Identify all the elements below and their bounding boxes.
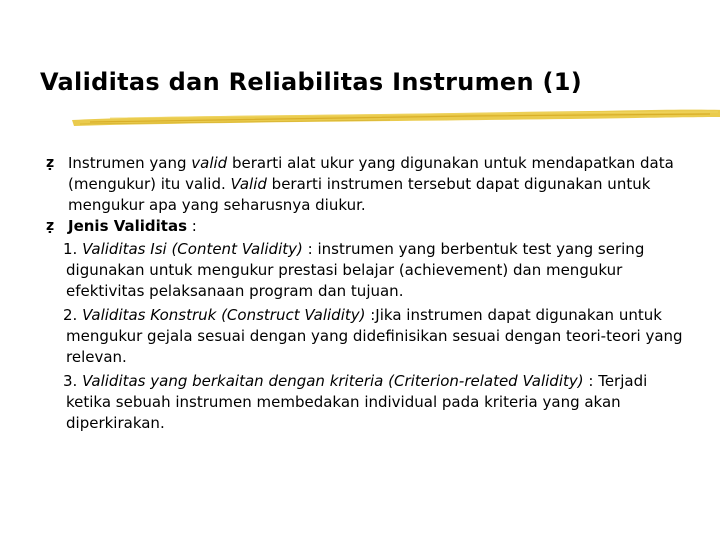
type-name: Validitas yang berkaitan dengan kriteria (Criterion-related Validity) bbox=[82, 372, 584, 390]
bullet-definition bbox=[46, 153, 686, 216]
type-number: 2. bbox=[63, 306, 83, 324]
type-name: Validitas Konstruk (Construct Validity) bbox=[82, 306, 366, 324]
z-bullet-icon: ẓ bbox=[46, 155, 55, 171]
bullet-text-part: berarti alat ukur yang digunakan untuk mendapatkan data (mengukur) itu valid. bbox=[68, 154, 674, 193]
type-number: 3. bbox=[63, 372, 83, 390]
validity-type-criterion bbox=[46, 371, 686, 434]
type-name: Validitas Isi (Content Validity) bbox=[82, 240, 303, 258]
type-description: : Terjadi ketika sebuah instrumen membedakan individual pada kriteria yang akan diperkirakan. bbox=[66, 372, 648, 432]
title-underline-brushstroke bbox=[70, 104, 720, 132]
type-description: : instrumen yang berbentuk test yang sering digunakan untuk mengukur prestasi belajar (achievement) dan mengukur efektivitas pelaksanaan program dan tujuan. bbox=[66, 240, 645, 300]
types-heading-colon: : bbox=[187, 217, 197, 235]
type-description: :Jika instrumen dapat digunakan untuk mengukur gejala sesuai dengan yang didefinisikan sesuai dengan teori-teori yang relevan. bbox=[66, 306, 683, 366]
bullet-text-part: berarti instrumen tersebut dapat digunakan untuk mengukur apa yang seharusnya diukur. bbox=[68, 175, 651, 214]
bullet-types-heading bbox=[46, 216, 686, 237]
validity-type-content bbox=[46, 239, 686, 302]
slide-content bbox=[46, 153, 686, 434]
type-number: 1. bbox=[63, 240, 83, 258]
slide-title: Validitas dan Reliabilitas Instrumen (1) bbox=[40, 68, 583, 96]
bullet-italic-valid: valid bbox=[191, 154, 228, 172]
types-heading-label: Jenis Validitas bbox=[68, 217, 188, 235]
z-bullet-icon: ẓ bbox=[46, 218, 55, 234]
bullet-text-part: Instrumen yang bbox=[68, 154, 192, 172]
validity-type-construct bbox=[46, 305, 686, 368]
bullet-italic-valid-capital: Valid bbox=[230, 175, 267, 193]
